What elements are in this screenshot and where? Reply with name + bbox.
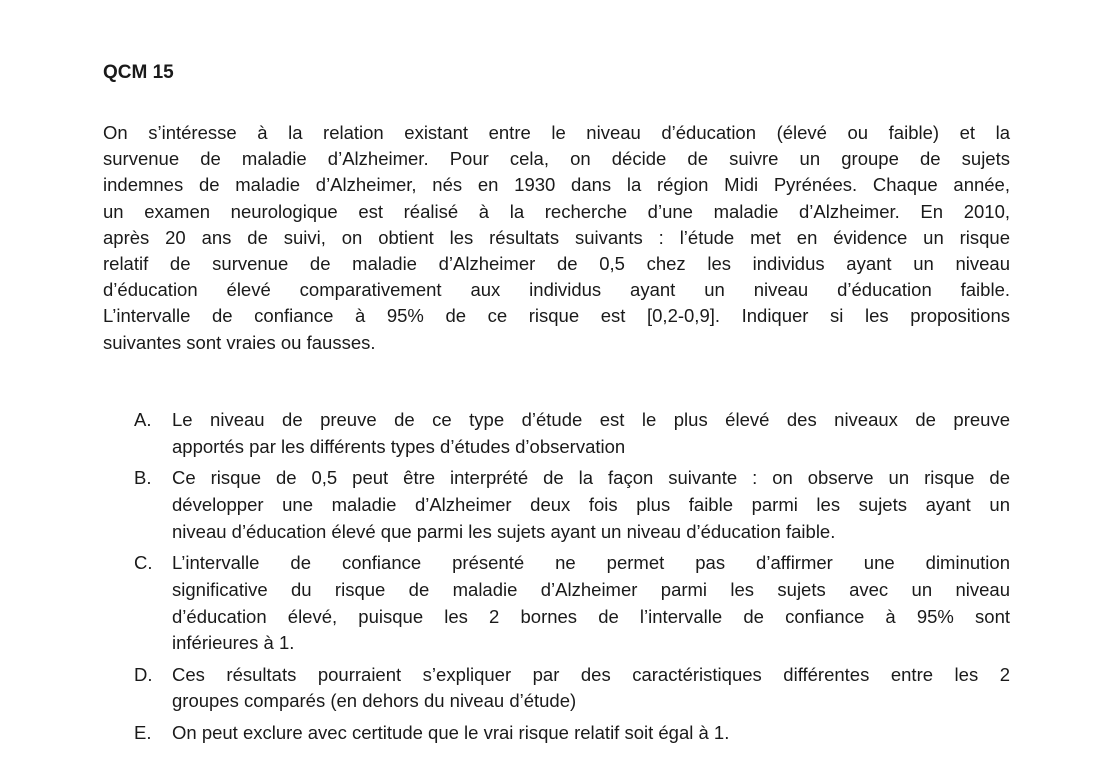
answer-options <box>134 407 1010 751</box>
option-line: d’éducation élevé, puisque les 2 bornes de l’intervalle de confiance à 95% sont <box>172 605 1010 627</box>
option-c <box>134 550 1010 657</box>
option-letter: C. <box>134 551 153 573</box>
option-letter: D. <box>134 663 153 685</box>
stem-line: L’intervalle de confiance à 95% de ce risque est [0,2-0,9]. Indiquer si les propositions <box>103 305 1010 327</box>
option-line: développer une maladie d’Alzheimer deux fois plus faible parmi les sujets ayant un <box>172 493 1010 515</box>
option-line: significative du risque de maladie d’Alzheimer parmi les sujets avec un niveau <box>172 578 1010 600</box>
stem-line: d’éducation élevé comparativement aux individus ayant un niveau d’éducation faible. <box>103 279 1010 301</box>
option-line: On peut exclure avec certitude que le vrai risque relatif soit égal à 1. <box>172 721 730 743</box>
stem-line: On s’intéresse à la relation existant entre le niveau d’éducation (élevé ou faible) et la <box>103 122 1010 143</box>
option-letter: B. <box>134 467 152 489</box>
stem-line: indemnes de maladie d’Alzheimer, nés en 1930 dans la région Midi Pyrénées. Chaque année, <box>103 174 1010 196</box>
stem-line: survenue de maladie d’Alzheimer. Pour cela, on décide de suivre un groupe de sujets <box>103 148 1010 170</box>
option-e <box>134 720 1010 747</box>
option-b <box>134 465 1010 545</box>
option-d <box>134 662 1010 716</box>
option-line: groupes comparés (en dehors du niveau d’étude) <box>172 690 577 712</box>
option-line: niveau d’éducation élevé que parmi les sujets ayant un niveau d’éducation faible. <box>172 520 836 542</box>
question-stem <box>103 120 1010 356</box>
option-line: inférieures à 1. <box>172 632 295 654</box>
option-line: Le niveau de preuve de ce type d’étude est le plus élevé des niveaux de preuve <box>172 409 1010 430</box>
option-letter: E. <box>134 721 152 743</box>
option-line: L’intervalle de confiance présenté ne permet pas d’affirmer une diminution <box>172 551 1010 573</box>
option-letter: A. <box>134 409 152 430</box>
option-a <box>134 407 1010 461</box>
stem-line: après 20 ans de suivi, on obtient les résultats suivants : l’étude met en évidence un risque <box>103 226 1010 248</box>
question-title: QCM 15 <box>103 62 174 83</box>
stem-line: un examen neurologique est réalisé à la recherche d’une maladie d’Alzheimer. En 2010, <box>103 200 1010 222</box>
option-line: Ces résultats pourraient s’expliquer par des caractéristiques différentes entre les 2 <box>172 663 1010 685</box>
option-line: Ce risque de 0,5 peut être interprété de la façon suivante : on observe un risque de <box>172 467 1010 489</box>
stem-line: suivantes sont vraies ou fausses. <box>103 331 376 353</box>
stem-line: relatif de survenue de maladie d’Alzheimer de 0,5 chez les individus ayant un niveau <box>103 252 1010 274</box>
option-line: apportés par les différents types d’études d’observation <box>172 435 626 457</box>
